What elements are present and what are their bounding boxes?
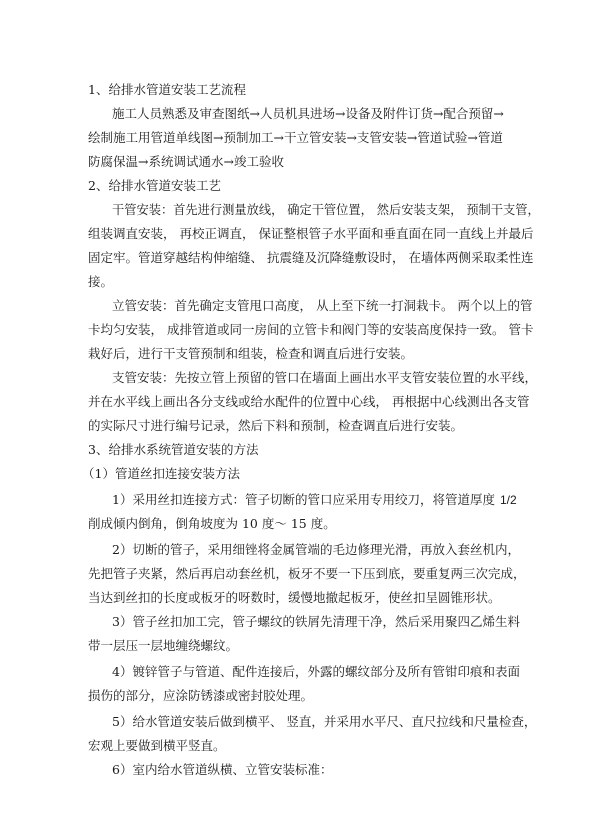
text-line: 组装调直安装， 再校正调直， 保证整根管子水平面和垂直面在同一直线上并最后 (88, 226, 534, 241)
sub-heading: （1）管道丝扣连接安装方法 (82, 466, 240, 481)
text-line: 施工人员熟悉及审查图纸→人员机具进场→设备及附件订货→配合预留→ (112, 106, 504, 121)
text-line: 1）采用丝扣连接方式：管子切断的管口应采用专用绞刀，将管道厚度 (112, 492, 495, 507)
text-line: 宏观上要做到横平竖直。 (88, 738, 226, 753)
text-line: 立管安装：首先确定支管甩口高度， 从上至下统一打洞栽卡。 两个以上的管 (112, 298, 533, 313)
text-line: 4）镀锌管子与管道、配件连接后，外露的螺纹部分及所有管钳印痕和表面 (112, 664, 520, 679)
text-line: 固定牢。管道穿越结构伸缩缝、 抗震缝及沉降缝敷设时， 在墙体两侧采取柔性连 (88, 250, 534, 265)
text-line: 当达到丝扣的长度或板牙的呀数时，缓慢地撤起板牙，使丝扣呈圆锥形状。 (88, 590, 501, 605)
text-line: 5）给水管道安装后做到横平、 竖直，并采用水平尺、直尺拉线和尺量检查， (112, 714, 537, 729)
text-line: 的实际尺寸进行编号记录，然后下料和预制，检查调直后进行安装。 (88, 418, 464, 433)
text-line: 3）管子丝扣加工完，管子螺纹的铁屑先清理干净，然后采用聚四乙烯生料 (112, 614, 520, 629)
text-line: 干管安装：首先进行测量放线， 确定干管位置， 然后安装支架， 预制干支管， (112, 202, 540, 217)
text-line: 支管安装：先按立管上预留的管口在墙面上画出水平支管安装位置的水平线， (112, 370, 538, 385)
text-line: 损伤的部分，应涂防锈漆或密封胶处理。 (88, 688, 314, 703)
text-line: 先把管子夹紧，然后再启动套丝机，板牙不要一下压到底，要重复两三次完成， (88, 566, 526, 581)
section-2-heading: 2、给排水管道安装工艺 (88, 178, 221, 193)
text-line: 削成倾内倒角，倒角坡度为 10 度～ 15 度。 (88, 516, 336, 531)
section-1-heading: 1、给排水管道安装工艺流程 (88, 82, 246, 97)
text-line: 绘制施工用管道单线图→预制加工→干立管安装→支管安装→管道试验→管道 (88, 130, 503, 145)
text-line: 卡均匀安装， 成排管道或同一房间的立管卡和阀门等的安装高度保持一致。 管卡 (88, 322, 534, 337)
section-3-heading: 3、给排水系统管道安装的方法 (88, 442, 259, 457)
text-line: 并在水平线上画出各分支线或给水配件的位置中心线， 再根据中心线测出各支管 (88, 394, 530, 409)
text-line: 6）室内给水管道纵横、立管安装标准： (112, 762, 333, 777)
text-line: 栽好后，进行干支管预制和组装，检查和调直后进行安装。 (88, 346, 414, 361)
text-line: 2）切断的管子，采用细锉将金属管端的毛边修理光滑，再放入套丝机内， (112, 542, 520, 557)
text-line: 防腐保温→系统调试通水→竣工验收 (88, 154, 284, 169)
text-line: 带一层压一层地缠绕螺纹。 (88, 638, 239, 653)
fraction-value: 1/2 (500, 493, 517, 507)
text-line: 接。 (88, 274, 114, 289)
